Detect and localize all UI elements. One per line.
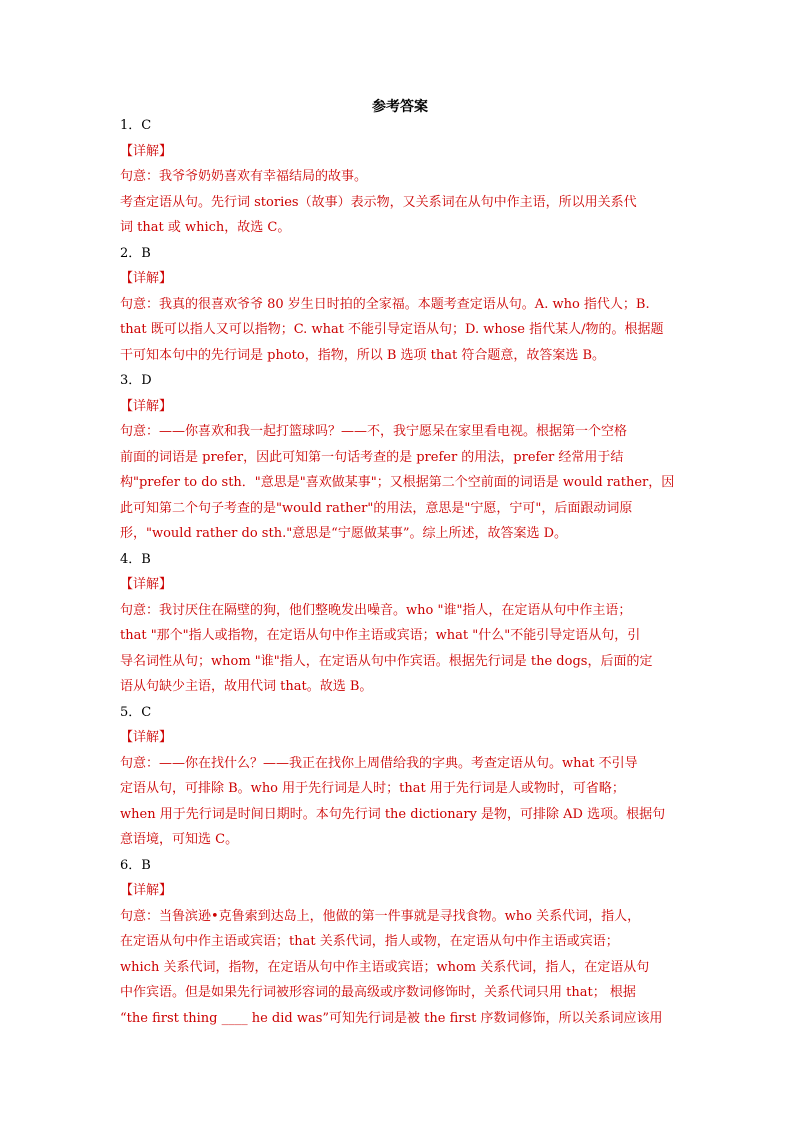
explanation-line: 语从句缺少主语，故用代词 that。故选 B。 [120,679,373,694]
explanation-line: 意语境，可知选 C。 [120,832,239,847]
question-number: 6．B [120,857,151,873]
explanation-line: 中作宾语。但是如果先行词被形容词的最高级或序数词修饰时，关系代词只用 that； 根据 [120,985,636,1000]
explanation-line: 句意：当鲁滨逊•克鲁索到达岛上，他做的第一件事就是寻找食物。who 关系代词，指人， [120,908,641,924]
answer-item [120,368,685,547]
explanation-line: 此可知第二个句子考查的是"would rather"的用法，意思是"宁愿，宁可"，后面跟动词原 [120,500,633,516]
explanation-line: 句意：——你在找什么？——我正在找你上周借给我的字典。考查定语从句。what 不引导 [120,755,638,771]
question-number: 3．D [120,373,152,388]
explanation-line: 句意：——你喜欢和我一起打篮球吗？——不，我宁愿呆在家里看电视。根据第一个空格 [120,424,628,439]
explanation-line: 形，"would rather do sth."意思是“宁愿做某事”。综上所述，故答案选 D。 [120,526,568,541]
explanation-line: 句意：我爷爷奶奶喜欢有幸福结局的故事。 [120,169,368,184]
question-number: 2．B [120,245,151,261]
answer-item [120,113,685,241]
explanation-heading: 【详解】 [120,271,173,286]
page-title: 参考答案 [372,99,428,115]
explanation-line: 考查定语从句。先行词 stories（故事）表示物，又关系词在从句中作主语，所以用关系代 [120,194,637,210]
explanation-line: 定语从句，可排除 B。who 用于先行词是人时；that 用于先行词是人或物时，可省略； [120,781,625,796]
explanation-line: 构"prefer to do sth．"意思是"喜欢做某事"；又根据第二个空前面的词语是 would rather，因 [120,475,675,490]
explanation-line: 句意：我讨厌住在隔壁的狗，他们整晚发出噪音。who "谁"指人，在定语从句中作主语； [120,602,632,618]
explanation-line: that 既可以指人又可以指物；C. what 不能引导定语从句；D. whose 指代某人/物的。根据题 [120,322,664,337]
answer-list [120,113,685,1031]
explanation-heading: 【详解】 [120,577,173,592]
explanation-heading: 【详解】 [120,883,173,898]
answer-item [120,853,685,1032]
explanation-line: “the first thing ____ he did was”可知先行词是被 the first 序数词修饰，所以关系词应该用 [120,1010,663,1026]
explanation-line: that "那个"指人或指物，在定语从句中作主语或宾语；what "什么"不能引导定语从句，引 [120,628,641,643]
question-number: 4．B [120,551,151,567]
explanation-line: 词 that 或 which，故选 C。 [120,220,291,235]
explanation-line: 在定语从句中作主语或宾语；that 关系代词，指人或物，在定语从句中作主语或宾语； [120,934,619,949]
answer-item [120,547,685,700]
answer-item [120,241,685,369]
explanation-line: 句意：我真的很喜欢爷爷 80 岁生日时拍的全家福。本题考查定语从句。A. who 指代人；B. [120,296,650,312]
explanation-line: 干可知本句中的先行词是 photo，指物，所以 B 选项 that 符合题意，故答案选 B。 [120,347,606,363]
question-number: 1．C [120,118,152,133]
explanation-heading: 【详解】 [120,143,173,159]
explanation-heading: 【详解】 [120,730,173,745]
explanation-heading: 【详解】 [120,398,173,414]
answer-item [120,700,685,853]
explanation-line: which 关系代词，指物，在定语从句中作主语或宾语；whom 关系代词，指人，在定语从句 [120,959,650,975]
explanation-line: 导名词性从句；whom "谁"指人，在定语从句中作宾语。根据先行词是 the dogs，后面的定 [120,653,653,669]
explanation-line: when 用于先行词是时间日期时。本句先行词 the dictionary 是物，可排除 AD 选项。根据句 [120,806,666,822]
question-number: 5．C [120,704,152,720]
explanation-line: 前面的词语是 prefer，因此可知第一句话考查的是 prefer 的用法，prefer 经常用于结 [120,449,624,465]
